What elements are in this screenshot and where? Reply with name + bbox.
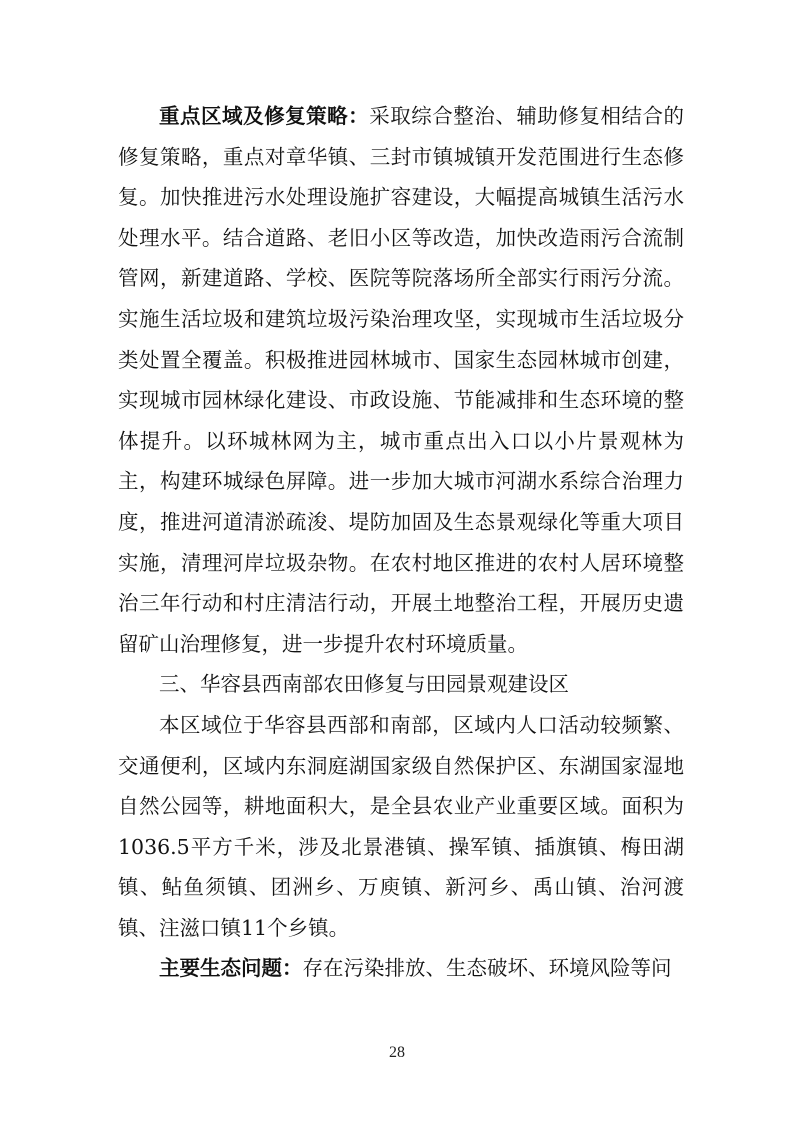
- paragraph-lead-label: 重点区域及修复策略：: [159, 104, 370, 128]
- paragraph-text: 采取综合整治、辅助修复相结合的修复策略，重点对章华镇、三封市镇城镇开发范围进行生态修复。加快推进污水处理设施扩容建设，大幅提高城镇生活污水处理水平。结合道路、老旧小区等改造，加快改造雨污合流制管网，新建道路、学校、医院等院落场所全部实行雨污分流。实施生活垃圾和建筑垃圾污染治理攻坚，实现城市生活垃圾分类处置全覆盖。积极推进园林城市、国家生态园林城市创建，实现城市园林绿化建设、市政设施、节能减排和生态环境的整体提升。以环城林网为主，城市重点出入口以小片景观林为主，构建环城绿色屏障。进一步加大城市河湖水系综合治理力度，推进河道清淤疏浚、堤防加固及生态景观绿化等重大项目实施，清理河岸垃圾杂物。在农村地区推进的农村人居环境整治三年行动和村庄清洁行动，开展土地整治工程，开展历史遗留矿山治理修复，进一步提升农村环境质量。: [118, 104, 685, 656]
- paragraph-text: 存在污染排放、生态破坏、环境风险等问: [302, 956, 672, 981]
- paragraph-ecological-problems: [118, 948, 684, 989]
- paragraph-restoration-strategy: [118, 96, 684, 664]
- paragraph-lead-label: 主要生态问题：: [159, 956, 303, 981]
- page-body: [118, 96, 684, 989]
- section-heading: 三、华容县西南部农田修复与田园景观建设区: [159, 672, 569, 697]
- paragraph-region-description: [118, 705, 684, 949]
- paragraph-text: 本区域位于华容县西部和南部，区域内人口活动较频繁、交通便利，区域内东洞庭湖国家级自然保护区、东湖国家湿地自然公园等，耕地面积大，是全县农业产业重要区域。面积为1036.5平方千米，涉及北景港镇、操军镇、插旗镇、梅田湖镇、鲇鱼须镇、团洲乡、万庾镇、新河乡、禹山镇、治河渡镇、注滋口镇11个乡镇。: [118, 712, 684, 940]
- page-number: 28: [389, 1044, 405, 1061]
